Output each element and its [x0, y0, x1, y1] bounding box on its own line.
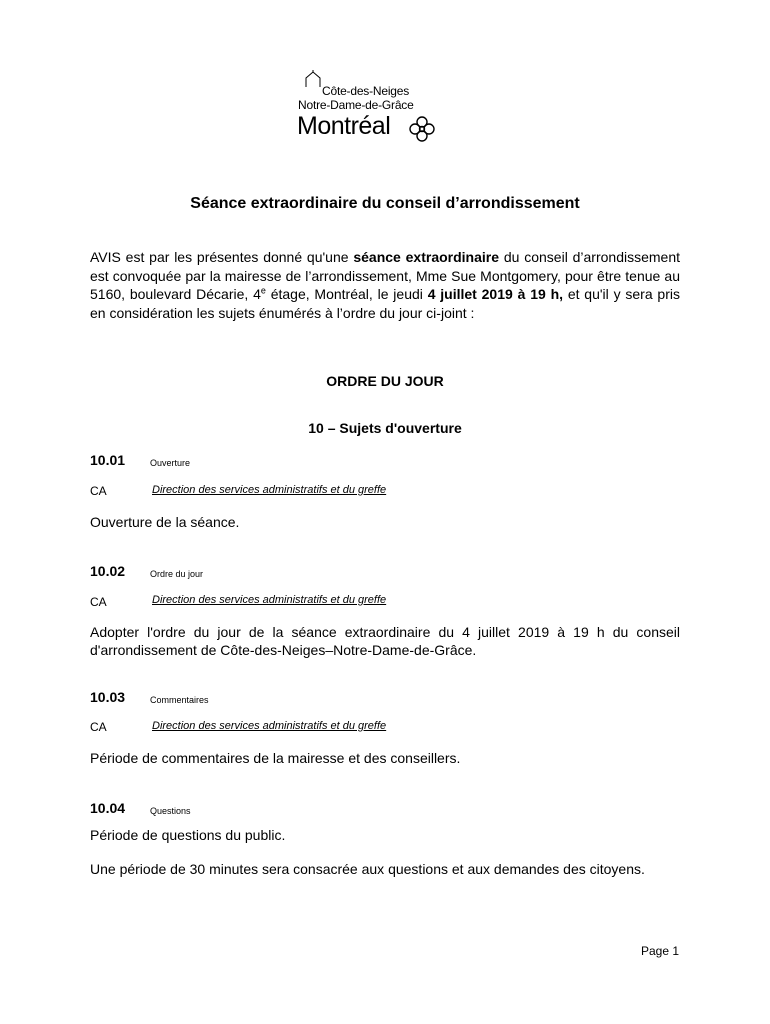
item-ca: CA: [90, 595, 107, 609]
logo-wordmark: Montréal: [297, 112, 391, 140]
item-number: 10.03: [90, 689, 126, 705]
page-number: Page 1: [641, 944, 680, 958]
item-ca: CA: [90, 720, 107, 734]
item-direction: Direction des services administratifs et du greffe: [152, 720, 387, 732]
item-number: 10.02: [90, 563, 126, 579]
item-title: Commentaires: [150, 695, 209, 705]
item-ca: CA: [90, 484, 107, 498]
rosette-icon: [405, 114, 439, 144]
logo-line-1: Côte-des-Neiges: [322, 84, 410, 98]
item-description: Période de questions du public.: [90, 827, 286, 843]
item-number: 10.01: [90, 452, 126, 468]
item-description: Période de commentaires de la mairesse et des conseillers.: [90, 750, 461, 766]
page-title: Séance extraordinaire du conseil d’arrondissement: [190, 195, 580, 212]
item-direction: Direction des services administratifs et du greffe: [152, 594, 387, 606]
section-heading: 10 – Sujets d'ouverture: [308, 420, 462, 436]
item-description: Une période de 30 minutes sera consacrée aux questions et aux demandes des citoyens.: [90, 861, 645, 877]
item-title: Questions: [150, 806, 191, 816]
item-title: Ordre du jour: [150, 569, 204, 579]
item-title: Ouverture: [150, 458, 191, 468]
item-description: Ouverture de la séance.: [90, 514, 240, 530]
item-direction: Direction des services administratifs et du greffe: [152, 484, 387, 496]
intro-paragraph: AVIS est par les présentes donné qu'une séance extraordinaire du conseil d’arrondissement est convoquée par la mairesse de l’arrondissement, Mme Sue Montgomery, pour être tenue au 5160, boulevard Décarie, 4e étage, Montréal, le jeudi 4 juillet 2019 à 19 h, et qu'il y sera pris en considération les sujets énumérés à l’ordre du jour ci-joint :: [90, 249, 680, 321]
item-description: Adopter l'ordre du jour de la séance extraordinaire du 4 juillet 2019 à 19 h du conseil d'arrondissement de Côte-des-Neiges–Notre-Dame-de-Grâce.: [90, 624, 680, 658]
agenda-heading: ORDRE DU JOUR: [326, 373, 444, 389]
item-number: 10.04: [90, 800, 126, 816]
logo-line-2: Notre-Dame-de-Grâce: [298, 98, 414, 112]
